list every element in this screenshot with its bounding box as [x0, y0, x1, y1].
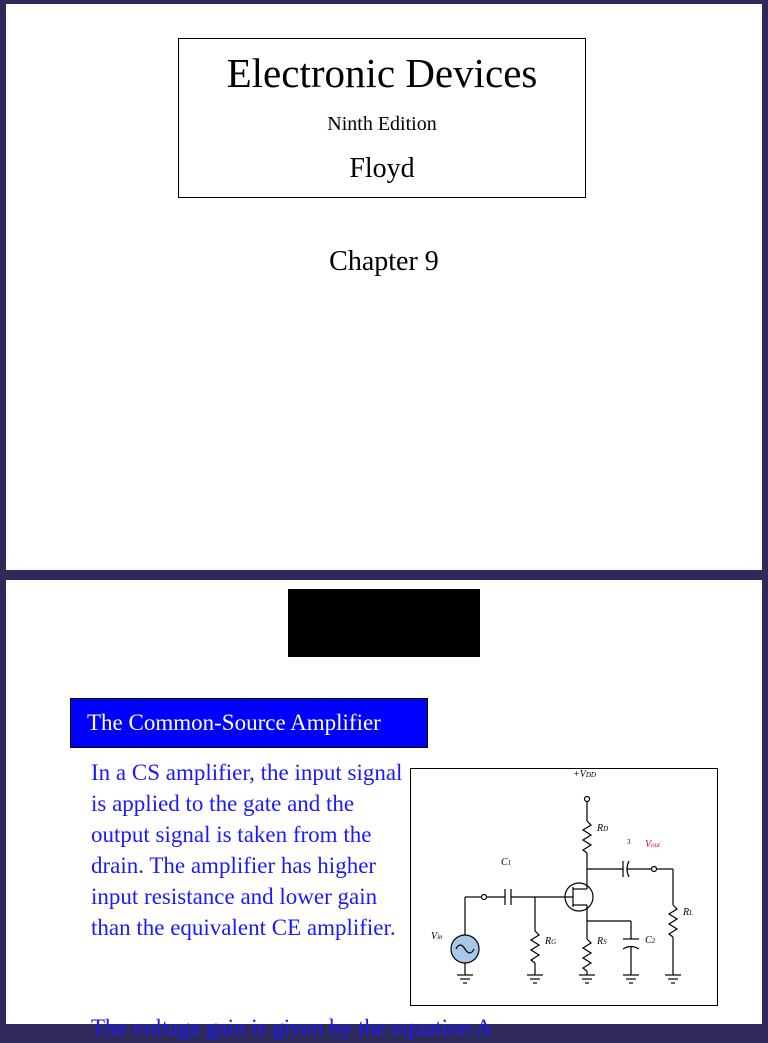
label-rd: RD	[597, 823, 609, 834]
section-title: The Common-Source Amplifier	[70, 698, 428, 748]
vin-terminal	[482, 895, 487, 900]
title-slide	[6, 4, 762, 570]
label-rl: RL	[683, 907, 694, 918]
label-vdd: +VDD	[573, 769, 596, 780]
ground-symbols	[457, 975, 681, 983]
label-c1: C1	[501, 857, 512, 868]
content-slide	[6, 580, 762, 1040]
label-rs: RS	[597, 936, 607, 947]
label-vout: Vout	[645, 839, 661, 850]
body-paragraph: In a CS amplifier, the input signal is applied to the gate and the output signal is taken from the drain. The amplifier has higher input resistance and lower gain than the equivalent CE amplifier.	[91, 760, 403, 940]
resistor-rs	[583, 939, 591, 971]
resistor-rl	[669, 905, 677, 937]
vout-terminal	[652, 867, 657, 872]
voltage-gain-text-clipped: The voltage gain is given by the equation A	[91, 1015, 493, 1040]
cs-amplifier-circuit-diagram	[410, 768, 718, 1006]
redacted-header-block	[288, 589, 480, 657]
vdd-terminal	[585, 797, 590, 802]
book-title: Electronic Devices	[226, 50, 538, 96]
edition-label: Ninth Edition	[327, 113, 437, 135]
label-rg: RG	[545, 936, 557, 947]
resistor-rd	[583, 821, 591, 853]
label-c2: C2	[645, 935, 656, 946]
resistor-rg	[531, 931, 539, 963]
label-node3: 3	[627, 838, 631, 846]
author-name: Floyd	[349, 153, 415, 184]
label-vin: Vin	[431, 931, 443, 942]
chapter-label: Chapter 9	[329, 246, 439, 277]
title-box	[178, 38, 586, 198]
